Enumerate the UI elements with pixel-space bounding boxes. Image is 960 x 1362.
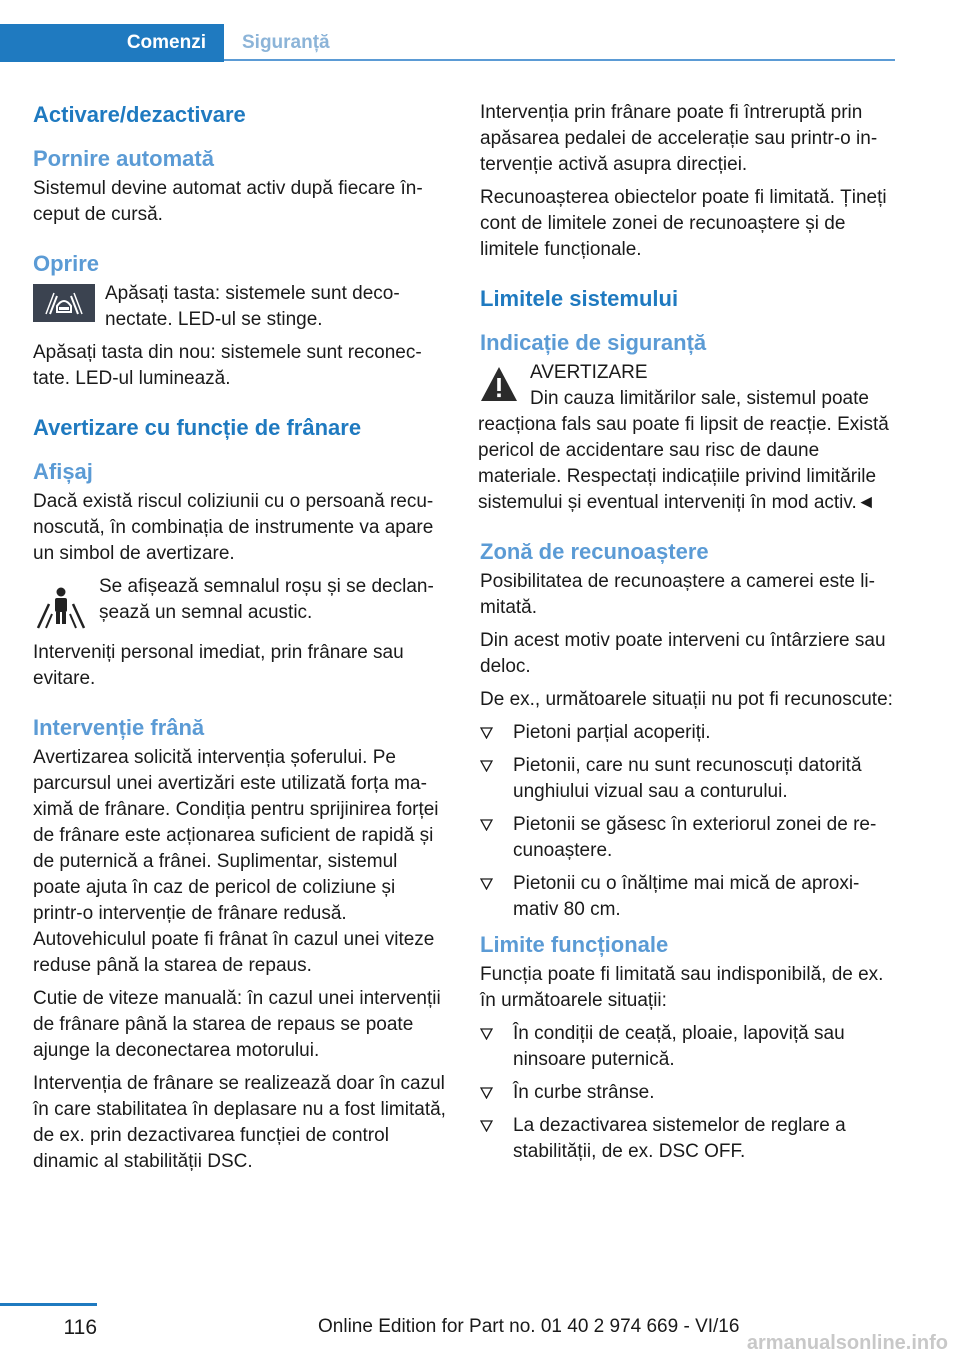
list-item: Pietoni parțial acoperiți. (480, 720, 895, 746)
warning-line-1: Din cauza limitărilor sale, sistemul poate (530, 388, 869, 409)
tab-comenzi[interactable]: Comenzi (0, 24, 224, 62)
left-column (33, 100, 448, 1182)
subheading-oprire: Oprire (33, 251, 100, 276)
list-item: La dezactivarea sistemelor de reglare a stabilității, de ex. DSC OFF. (480, 1113, 895, 1165)
bullet-triangle-icon (480, 760, 493, 772)
paragraph-oprire: Apăsați tasta din nou: sistemele sunt reconectate. LED-ul luminează. (33, 342, 422, 389)
list-item: Pietonii, care nu sunt recunoscuți datorită unghiului vizual sau a conturului. (480, 753, 895, 805)
bullet-triangle-icon (480, 819, 493, 831)
pedestrian-warning-key-icon (33, 284, 95, 322)
paragraph-zona-3: De ex., următoarele situații nu pot fi recunoscute: (480, 689, 893, 710)
paragraph-limite: Funcția poate fi limitată sau indisponibilă, de ex. în următoarele situații: (480, 964, 884, 1011)
edition-text: Online Edition for Part no. 01 40 2 974 669 - VI/16 (318, 1316, 740, 1337)
header-rule (224, 59, 895, 61)
paragraph-interventie-2: Cutie de viteze manuală: în cazul unei intervenții de frânare până la starea de repaus se poate ajunge la deconectarea motorului. (33, 988, 441, 1061)
header-tabs (0, 24, 895, 62)
list-zona (480, 720, 895, 923)
heading-activare: Activare/dezactivare (33, 102, 246, 127)
paragraph-interventie-1: Avertizarea solicită intervenția șoferului. Pe parcursul unei avertizări este utilizată forța maximă de frânare. Condiția pentru sprijinirea forței de frânare este acționarea suficient de rapidă și de puternică a frânei. Suplimentar, sistemul poate ajuta în caz de pericol de coliziune și printr-o intervenție de frânare redusă. Autovehiculul poate fi frânat în cazul unei viteze reduse până la starea de repaus. (33, 747, 439, 976)
subheading-interventie: Intervenție frână (33, 715, 205, 740)
bullet-triangle-icon (480, 878, 493, 890)
list-item: Pietonii se găsesc în exteriorul zonei de recunoaștere. (480, 812, 895, 864)
page-number: 116 (63, 1316, 97, 1339)
heading-limitele: Limitele sistemului (480, 286, 679, 311)
subheading-limite: Limite funcționale (480, 932, 669, 957)
paragraph-recunoasterea: Recunoașterea obiectelor poate fi limitată. Țineți cont de limitele zonei de recunoaștere și de limitele funcționale. (480, 187, 887, 260)
oprire-icon-text: Apăsați tasta: sistemele sunt deconectate. LED-ul se stinge. (105, 283, 400, 330)
subheading-indicatie: Indicație de siguranță (480, 330, 707, 355)
list-item: În condiții de ceață, ploaie, lapoviță sau ninsoare puternică. (480, 1021, 895, 1073)
subheading-zona: Zonă de recunoaștere (480, 539, 709, 564)
list-limite (480, 1021, 895, 1165)
list-item: Pietonii cu o înălțime mai mică de aproximativ 80 cm. (480, 871, 895, 923)
warning-triangle-icon (480, 366, 518, 402)
paragraph-afisaj: Dacă există riscul coliziunii cu o persoană recunoscută, în combinația de instrumente va apare un simbol de avertizare. (33, 491, 434, 564)
subheading-pornire: Pornire automată (33, 146, 214, 171)
paragraph-intrerupta: Intervenția prin frânare poate fi întreruptă prin apăsarea pedalei de accelerație sau printr-o intervenție activă asupra direcției. (480, 102, 878, 175)
paragraph-interventie-3: Intervenția de frânare se realizează doar în cazul în care stabilitatea în deplasare nu a fost limitată, de ex. prin dezactivarea funcției de control dinamic al stabilității DSC. (33, 1073, 446, 1172)
bullet-triangle-icon (480, 727, 493, 739)
paragraph-zona-2: Din acest motiv poate interveni cu întârziere sau deloc. (480, 630, 886, 677)
paragraph-pornire: Sistemul devine automat activ după fiecare început de cursă. (33, 178, 423, 225)
warning-row (480, 360, 895, 412)
oprire-icon-row (33, 281, 448, 333)
warning-text: reacționa fals sau poate fi lipsit de reacție. Există pericol de accidentare sau risc de daune materiale. Respectați indicațiile privind limitările sistemului și eventual interveniți în mod activ.◄ (478, 414, 889, 513)
bullet-triangle-icon (480, 1028, 493, 1040)
afisaj-icon-row (33, 574, 448, 633)
pedestrian-warning-symbol-icon (33, 577, 89, 633)
paragraph-interveniti: Interveniți personal imediat, prin frânare sau evitare. (33, 642, 404, 689)
list-item: În curbe strânse. (480, 1080, 895, 1106)
tab-siguranta[interactable]: Siguranță (242, 32, 330, 53)
subheading-afisaj: Afișaj (33, 459, 93, 484)
watermark: armanualsonline.info (746, 1332, 948, 1354)
warning-title: AVERTIZARE (530, 362, 648, 383)
bullet-triangle-icon (480, 1087, 493, 1099)
right-column (480, 100, 895, 1172)
bullet-triangle-icon (480, 1120, 493, 1132)
footer-rule (0, 1303, 97, 1306)
afisaj-icon-text: Se afișează semnalul roșu și se declanșează un semnal acustic. (99, 576, 434, 623)
paragraph-zona-1: Posibilitatea de recunoaștere a camerei este limitată. (480, 571, 875, 618)
heading-avertizare: Avertizare cu funcție de frânare (33, 415, 362, 440)
